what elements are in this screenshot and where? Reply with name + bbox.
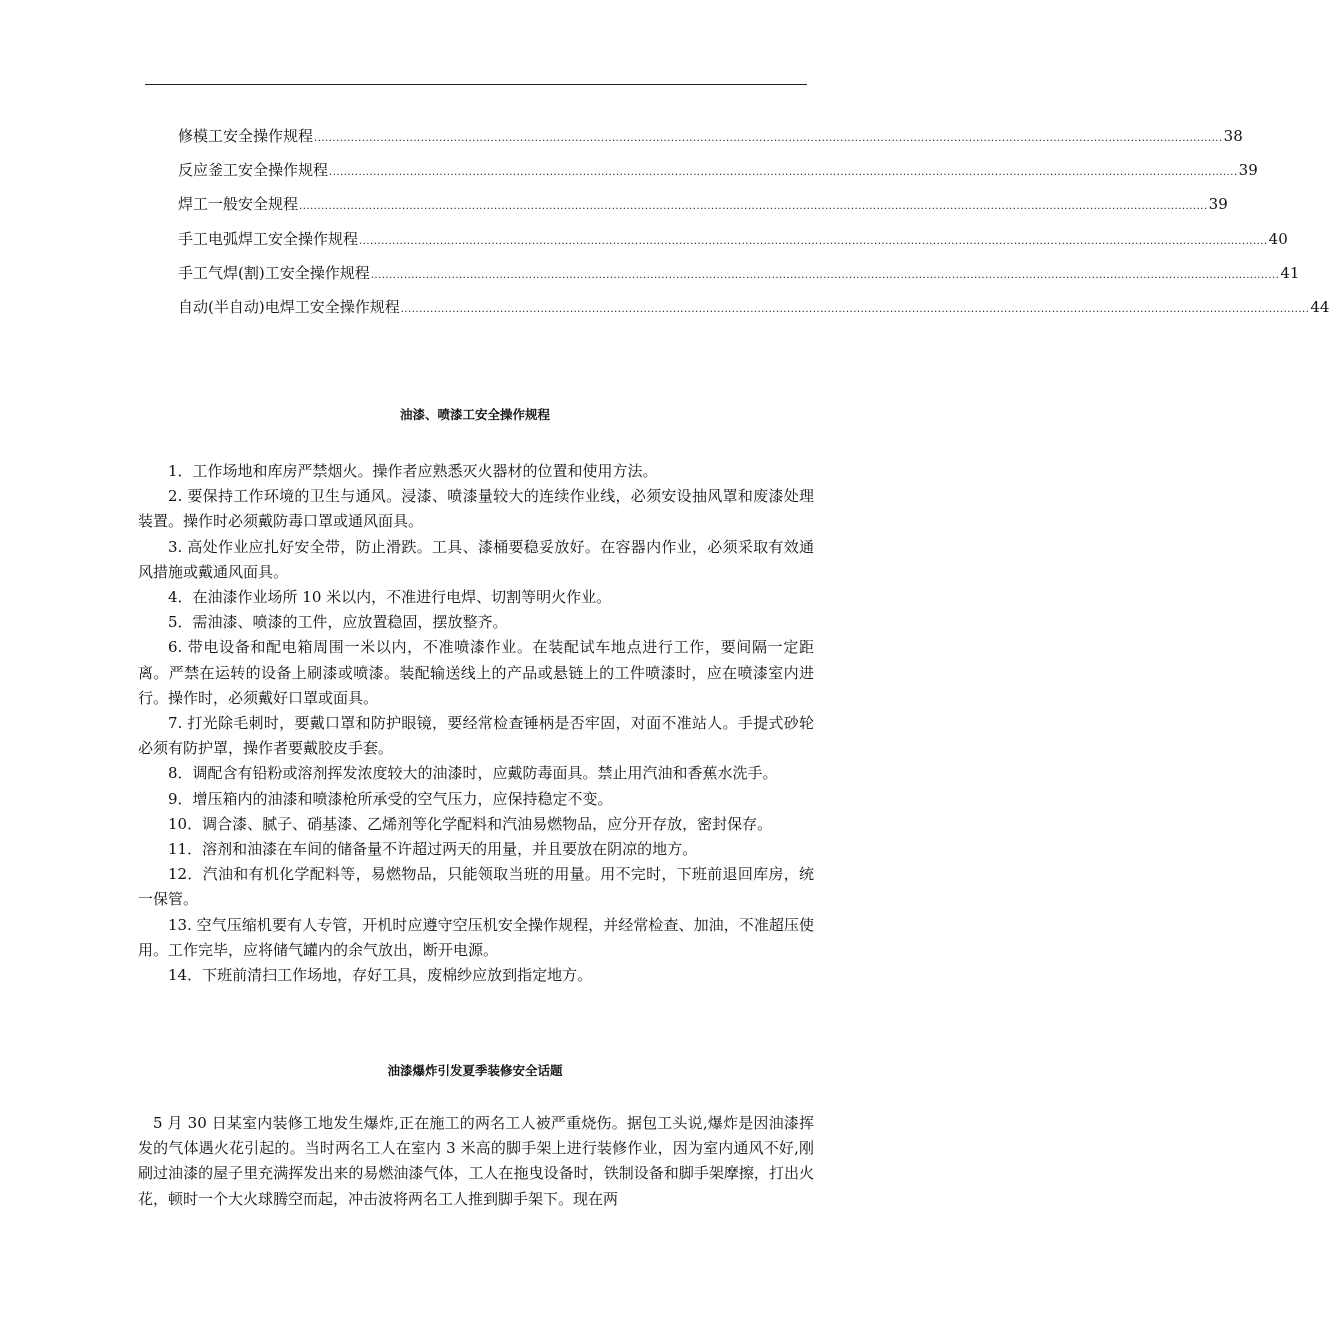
article-title: 油漆爆炸引发夏季装修安全话题 bbox=[387, 1063, 563, 1078]
toc-leader-dots: ....................................................................................................................................................................................................................................................... bbox=[299, 201, 1208, 213]
rule-item: 12．汽油和有机化学配料等，易燃物品，只能领取当班的用量。用不完时，下班前退回库房，统一保管。 bbox=[138, 865, 814, 909]
toc-entry-page: 39 bbox=[1238, 161, 1258, 180]
rule-item: 3. 高处作业应扎好安全带，防止滑跌。工具、漆桶要稳妥放好。在容器内作业，必须采取有效通风措施或戴通风面具。 bbox=[138, 537, 814, 581]
toc-entry-page: 41 bbox=[1280, 263, 1300, 282]
rule-item: 9．增压箱内的油漆和喷漆枪所承受的空气压力，应保持稳定不变。 bbox=[168, 789, 613, 808]
rule-item: 4．在油漆作业场所 10 米以内，不准进行电焊、切割等明火作业。 bbox=[168, 588, 612, 607]
toc-entry-page: 39 bbox=[1208, 195, 1228, 214]
rule-item: 5．需油漆、喷漆的工件，应放置稳固，摆放整齐。 bbox=[168, 613, 508, 632]
toc-leader-dots: ....................................................................................................................................................................................................................................................... bbox=[314, 133, 1223, 144]
rules-list bbox=[138, 459, 814, 988]
rule-item: 1．工作场地和库房严禁烟火。操作者应熟悉灭火器材的位置和使用方法。 bbox=[168, 462, 658, 480]
toc-entry[interactable] bbox=[178, 227, 1288, 261]
article-body bbox=[138, 1111, 814, 1212]
toc-entry-title: 手工电弧焊工安全操作规程 bbox=[178, 229, 359, 248]
rule-item: 6. 带电设备和配电箱周围一米以内，不准喷漆作业。在装配试车地点进行工作，要间隔一定距离。严禁在运转的设备上刷漆或喷漆。装配输送线上的产品或悬链上的工件喷漆时，应在喷漆室内进行。操作时，必须戴好口罩或面具。 bbox=[138, 638, 814, 707]
toc-entry[interactable] bbox=[178, 192, 1228, 226]
toc-entry[interactable] bbox=[178, 158, 1258, 192]
rule-item: 11．溶剂和油漆在车间的储备量不许超过两天的用量，并且要放在阴凉的地方。 bbox=[168, 840, 698, 859]
toc-entry-page: 38 bbox=[1223, 127, 1243, 145]
rule-item: 14．下班前清扫工作场地，存好工具，废棉纱应放到指定地方。 bbox=[168, 966, 593, 985]
toc-entry-title: 手工气焊(割)工安全操作规程 bbox=[178, 263, 370, 282]
rule-item: 10．调合漆、腻子、硝基漆、乙烯剂等化学配料和汽油易燃物品，应分开存放，密封保存。 bbox=[168, 814, 773, 833]
section-title: 油漆、喷漆工安全操作规程 bbox=[399, 407, 550, 422]
toc-entry-title: 自动(半自动)电焊工安全操作规程 bbox=[178, 297, 400, 316]
rule-item: 8．调配含有铅粉或溶剂挥发浓度较大的油漆时，应戴防毒面具。禁止用汽油和香蕉水洗手。 bbox=[168, 764, 778, 783]
rule-item: 13. 空气压缩机要有人专管，开机时应遵守空压机安全操作规程，并经常检查、加油，不准超压使用。工作完毕，应将储气罐内的余气放出，断开电源。 bbox=[138, 915, 814, 959]
toc-entry-page: 40 bbox=[1268, 229, 1288, 248]
toc-leader-dots: ....................................................................................................................................................................................................................................................... bbox=[400, 303, 1310, 315]
rule-item: 2. 要保持工作环境的卫生与通风。浸漆、喷漆量较大的连续作业线，必须安设抽风罩和废漆处理装置。操作时必须戴防毒口罩或通风面具。 bbox=[138, 487, 814, 531]
toc-entry[interactable] bbox=[178, 124, 1243, 158]
table-of-contents bbox=[178, 124, 1329, 329]
toc-entry-title: 反应釜工安全操作规程 bbox=[178, 161, 329, 180]
header-rule bbox=[145, 84, 807, 85]
toc-leader-dots: ....................................................................................................................................................................................................................................................... bbox=[329, 167, 1238, 179]
toc-entry-page: 44 bbox=[1310, 297, 1329, 316]
toc-leader-dots: ....................................................................................................................................................................................................................................................... bbox=[359, 235, 1268, 247]
toc-leader-dots: ....................................................................................................................................................................................................................................................... bbox=[370, 269, 1280, 281]
toc-entry[interactable] bbox=[178, 295, 1329, 329]
toc-entry-title: 修模工安全操作规程 bbox=[178, 127, 314, 145]
toc-entry[interactable] bbox=[178, 261, 1300, 295]
article-paragraph: 5 月 30 日某室内装修工地发生爆炸,正在施工的两名工人被严重烧伤。据包工头说,爆炸是因油漆挥发的气体遇火花引起的。当时两名工人在室内 3 米高的脚手架上进行装修作业，因为室内通风不好,刚刷过油漆的屋子里充满挥发出来的易燃油漆气体，工人在拖曳设备时，铁制设备和脚手架摩擦，打出火花，顿时一个大火球腾空而起，冲击波将两名工人推到脚手架下。现在两 bbox=[138, 1114, 814, 1208]
toc-entry-title: 焊工一般安全规程 bbox=[178, 195, 299, 214]
rule-item: 7. 打光除毛刺时，要戴口罩和防护眼镜，要经常检查锤柄是否牢固，对面不准站人。手提式砂轮必须有防护罩，操作者要戴胶皮手套。 bbox=[138, 714, 814, 758]
